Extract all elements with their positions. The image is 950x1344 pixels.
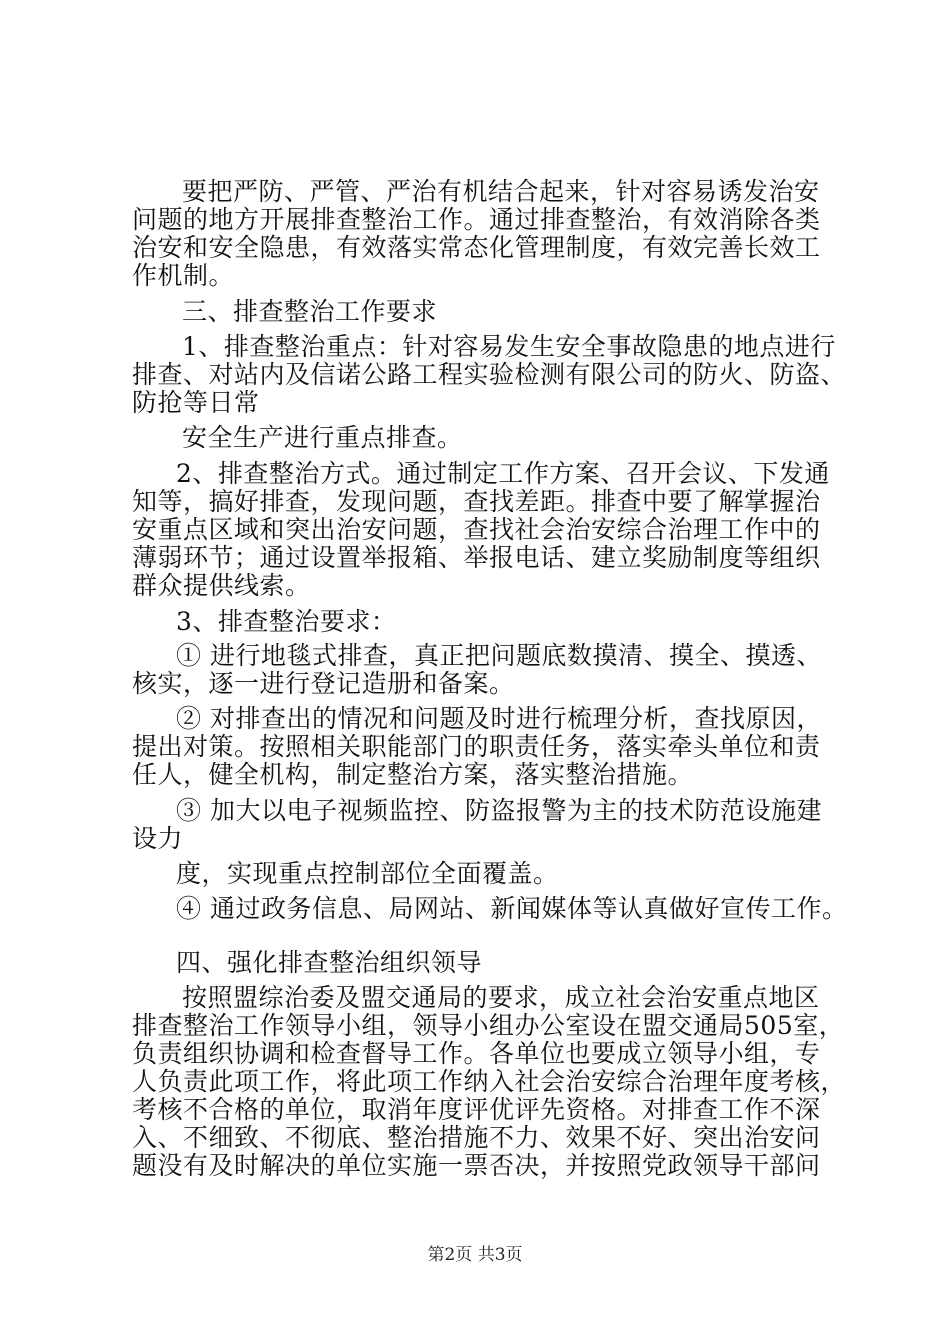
paragraph-line: 考核不合格的单位，取消年度评优评先资格。对排查工作不深 bbox=[132, 1095, 821, 1124]
paragraph-line: ① 进行地毯式排查，真正把问题底数摸清、摸全、摸透、 bbox=[176, 641, 822, 670]
paragraph-line: 治安和安全隐患，有效落实常态化管理制度，有效完善长效工 bbox=[132, 233, 821, 262]
page-number-footer: 第2页 共3页 bbox=[427, 1245, 523, 1265]
paragraph-line: ② 对排查出的情况和问题及时进行梳理分析，查找原因， bbox=[176, 704, 822, 733]
paragraph-line: 按照盟综治委及盟交通局的要求，成立社会治安重点地区 bbox=[182, 983, 820, 1012]
paragraph-line: 度，实现重点控制部位全面覆盖。 bbox=[176, 859, 559, 888]
paragraph-line: 负责组织协调和检查督导工作。各单位也要成立领导小组，专 bbox=[132, 1039, 821, 1068]
paragraph-line: 1、排查整治重点：针对容易发生安全事故隐患的地点进行 bbox=[182, 332, 836, 361]
paragraph-line: 作机制。 bbox=[132, 261, 235, 290]
paragraph-line: 题没有及时解决的单位实施一票否决，并按照党政领导干部问 bbox=[132, 1151, 821, 1180]
paragraph-line: ④ 通过政务信息、局网站、新闻媒体等认真做好宣传工作。 bbox=[176, 894, 848, 923]
paragraph-line: 知等，搞好排查，发现问题，查找差距。排查中要了解掌握治 bbox=[132, 487, 821, 516]
paragraph-line: 群众提供线索。 bbox=[132, 571, 311, 600]
paragraph-line: 排查整治工作领导小组，领导小组办公室设在盟交通局505室， bbox=[132, 1011, 845, 1040]
paragraph-line: 2、排查整治方式。通过制定工作方案、召开会议、下发通 bbox=[176, 459, 830, 488]
paragraph-line: 问题的地方开展排查整治工作。通过排查整治，有效消除各类 bbox=[132, 205, 821, 234]
paragraph-line: 3、排查整治要求： bbox=[176, 607, 397, 636]
paragraph-line: 核实，逐一进行登记造册和备案。 bbox=[132, 669, 515, 698]
section-heading: 四、强化排查整治组织领导 bbox=[176, 948, 483, 977]
paragraph-line: 安重点区域和突出治安问题，查找社会治安综合治理工作中的 bbox=[132, 515, 821, 544]
paragraph-line: 人负责此项工作，将此项工作纳入社会治安综合治理年度考核， bbox=[132, 1067, 847, 1096]
paragraph-line: 入、不细致、不彻底、整治措施不力、效果不好、突出治安问 bbox=[132, 1123, 821, 1152]
paragraph-line: 防抢等日常 bbox=[132, 388, 260, 417]
paragraph-line: 薄弱环节；通过设置举报箱、举报电话、建立奖励制度等组织 bbox=[132, 543, 821, 572]
paragraph-line: 任人，健全机构，制定整治方案，落实整治措施。 bbox=[132, 760, 694, 789]
paragraph-line: 提出对策。按照相关职能部门的职责任务，落实牵头单位和责 bbox=[132, 732, 821, 761]
paragraph-line: 设力 bbox=[132, 824, 184, 853]
paragraph-line: 安全生产进行重点排查。 bbox=[182, 423, 463, 452]
paragraph-line: 要把严防、严管、严治有机结合起来，针对容易诱发治安 bbox=[182, 177, 820, 206]
paragraph-line: 排查、对站内及信诺公路工程实验检测有限公司的防火、防盗、 bbox=[132, 360, 847, 389]
paragraph-line: ③ 加大以电子视频监控、防盗报警为主的技术防范设施建 bbox=[176, 796, 822, 825]
section-heading: 三、排查整治工作要求 bbox=[182, 297, 438, 326]
